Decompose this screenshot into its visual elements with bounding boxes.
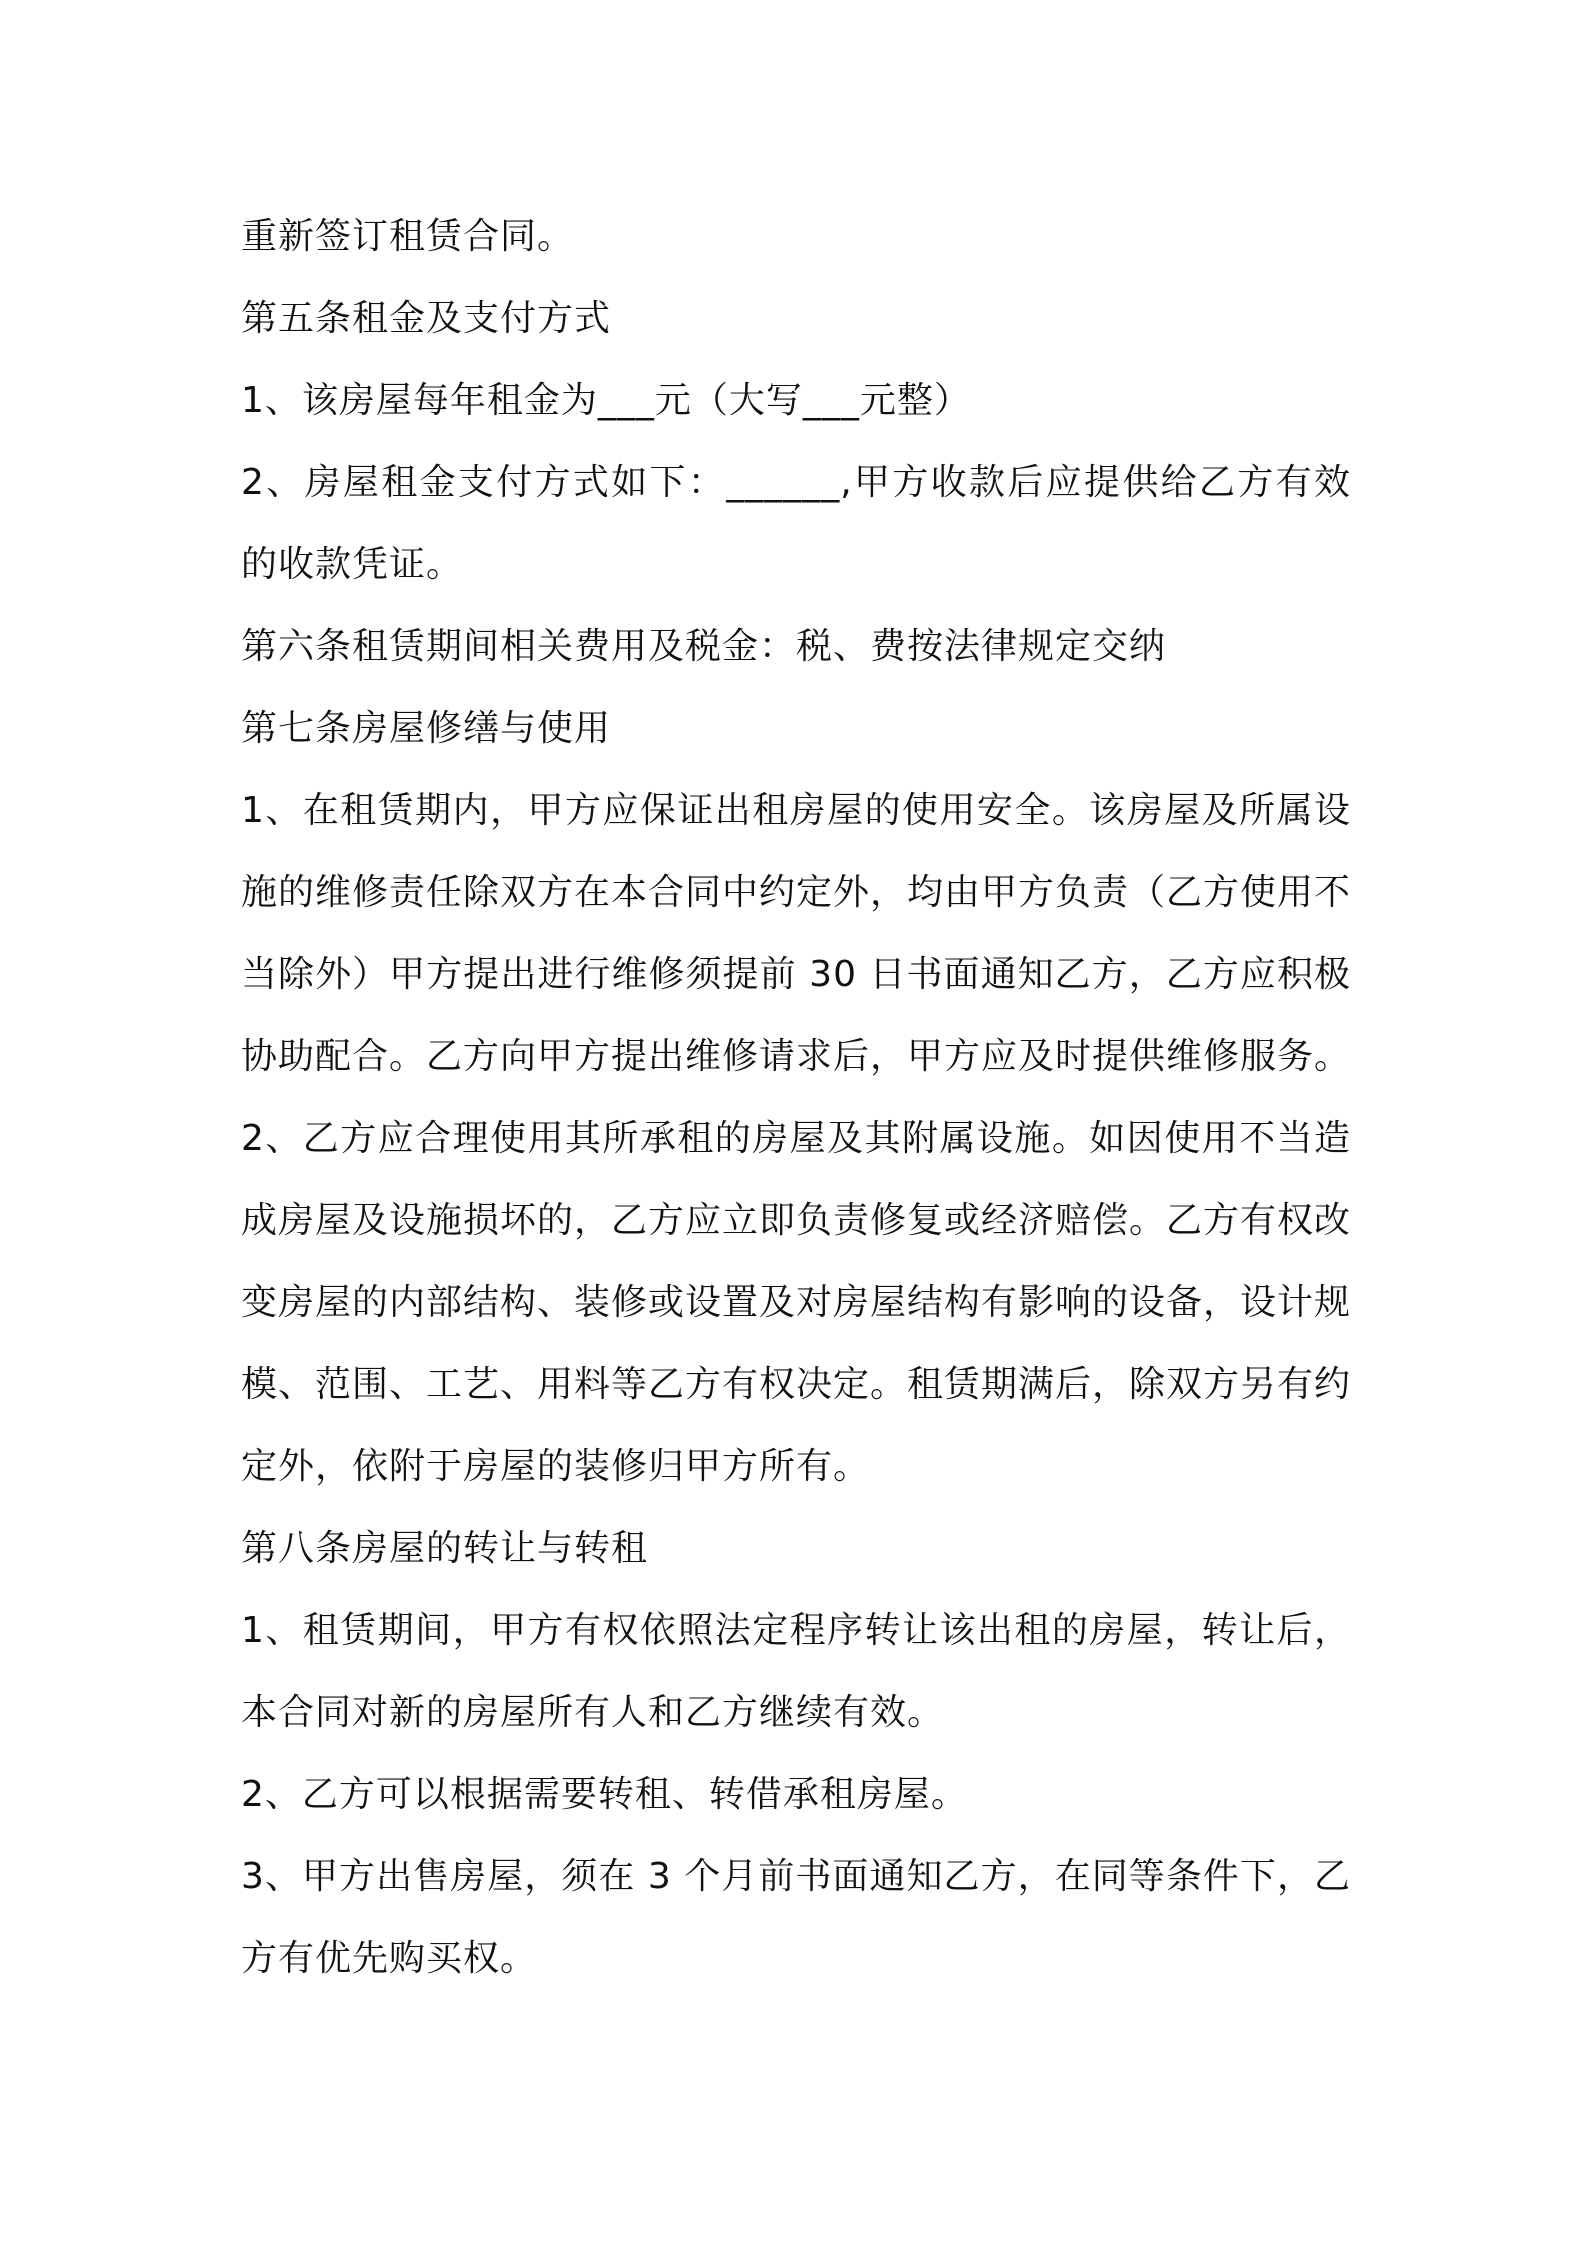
section-heading: 第六条租赁期间相关费用及税金：税、费按法律规定交纳 xyxy=(241,626,1167,667)
paragraph: 3、甲方出售房屋，须在 3 个月前书面通知乙方，在同等条件下，乙方有优先购买权。 xyxy=(241,1856,1351,1979)
paragraph: 2、乙方应合理使用其所承租的房屋及其附属设施。如因使用不当造成房屋及设施损坏的，乙方应立即负责修复或经济赔偿。乙方有权改变房屋的内部结构、装修或设置及对房屋结构有影响的设备，设计规模、范围、工艺、用料等乙方有权决定。租赁期满后，除双方另有约定外，依附于房屋的装修归甲方所有。 xyxy=(241,1118,1352,1487)
section-heading: 第七条房屋修缮与使用 xyxy=(241,708,612,749)
document-body xyxy=(241,196,1351,2000)
section-heading: 第五条租金及支付方式 xyxy=(241,298,612,339)
paragraph: 1、租赁期间，甲方有权依照法定程序转让该出租的房屋，转让后，本合同对新的房屋所有人和乙方继续有效。 xyxy=(241,1610,1351,1733)
paragraph: 2、房屋租金支付方式如下：______,甲方收款后应提供给乙方有效的收款凭证。 xyxy=(241,462,1351,585)
paragraph: 2、乙方可以根据需要转租、转借承租房屋。 xyxy=(241,1774,968,1815)
paragraph: 重新签订租赁合同。 xyxy=(241,216,575,257)
paragraph: 1、该房屋每年租金为___元（大写___元整） xyxy=(241,380,971,421)
paragraph: 1、在租赁期内，甲方应保证出租房屋的使用安全。该房屋及所属设施的维修责任除双方在本合同中约定外，均由甲方负责（乙方使用不当除外）甲方提出进行维修须提前 30 日书面通知乙方，乙方应积极协助配合。乙方向甲方提出维修请求后，甲方应及时提供维修服务。 xyxy=(241,790,1352,1077)
section-heading: 第八条房屋的转让与转租 xyxy=(241,1528,649,1569)
